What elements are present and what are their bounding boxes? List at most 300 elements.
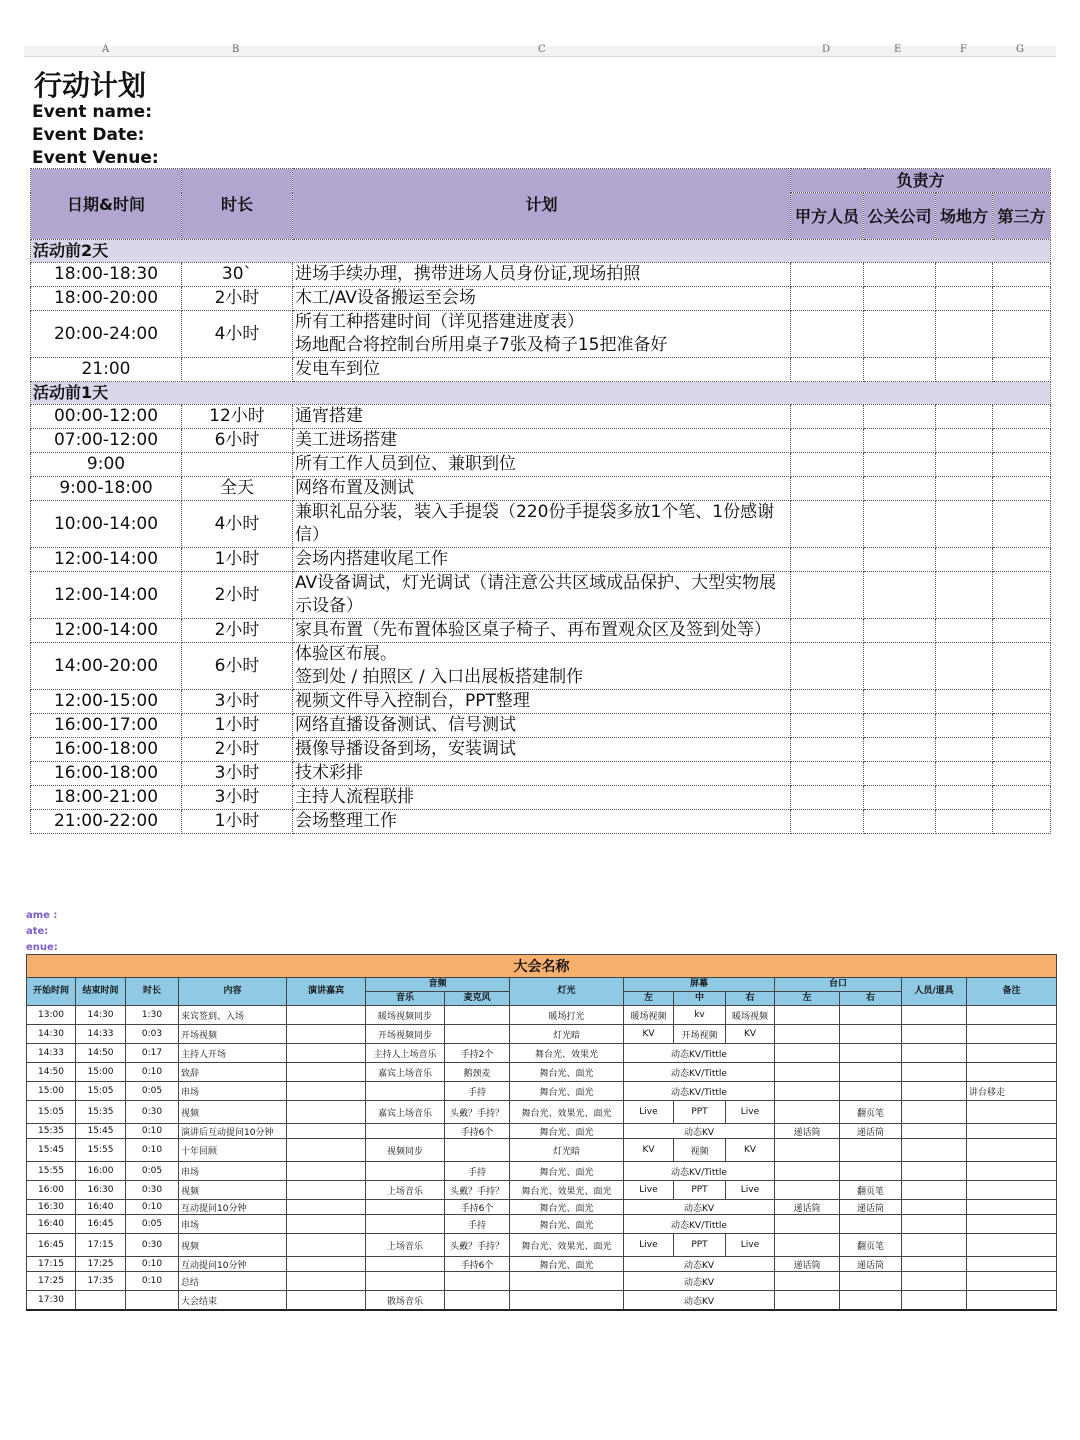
lighting-cell[interactable]: 舞台光、效果光	[510, 1044, 624, 1063]
mic-cell[interactable]	[445, 1006, 510, 1025]
lighting-cell[interactable]	[510, 1291, 624, 1311]
lighting-cell[interactable]	[510, 1272, 624, 1291]
stage-left-cell[interactable]	[775, 1063, 840, 1082]
time-cell[interactable]: 18:00-20:00	[31, 287, 182, 311]
owner-pr-cell[interactable]	[864, 501, 936, 548]
owner-client-cell[interactable]	[791, 311, 864, 358]
stage-right-cell[interactable]	[840, 1063, 902, 1082]
end-time-cell[interactable]: 15:05	[76, 1082, 126, 1101]
owner-client-cell[interactable]	[791, 714, 864, 738]
duration-cell[interactable]: 0:10	[126, 1124, 179, 1139]
screen-span-cell[interactable]: 动态KV	[624, 1124, 775, 1139]
plan-cell[interactable]	[293, 429, 791, 453]
time-cell[interactable]: 14:00-20:00	[31, 643, 182, 690]
content-cell[interactable]: 视频	[179, 1181, 287, 1200]
speaker-cell[interactable]	[287, 1181, 366, 1200]
content-cell[interactable]: 互动提问10分钟	[179, 1257, 287, 1272]
section-label[interactable]: 活动前1天	[31, 382, 1051, 405]
owner-venue-cell[interactable]	[936, 643, 993, 690]
owner-pr-cell[interactable]	[864, 311, 936, 358]
plan-cell[interactable]	[293, 690, 791, 714]
stage-right-cell[interactable]: 翻页笔	[840, 1234, 902, 1257]
owner-third-cell[interactable]	[993, 548, 1051, 572]
music-cell[interactable]	[366, 1162, 445, 1181]
screen-span-cell[interactable]: 动态KV/Tittle	[624, 1215, 775, 1234]
duration-cell[interactable]: 0:10	[126, 1063, 179, 1082]
screen-span-cell[interactable]: 动态KV	[624, 1200, 775, 1215]
people-props-cell[interactable]	[902, 1044, 967, 1063]
stage-left-cell[interactable]	[775, 1139, 840, 1162]
start-time-cell[interactable]: 16:40	[27, 1215, 76, 1234]
duration-cell[interactable]: 4小时	[182, 501, 293, 548]
content-cell[interactable]: 大会结束	[179, 1291, 287, 1311]
plan-cell[interactable]	[293, 619, 791, 643]
start-time-cell[interactable]: 15:00	[27, 1082, 76, 1101]
duration-cell[interactable]: 1:30	[126, 1006, 179, 1025]
duration-cell[interactable]: 0:30	[126, 1234, 179, 1257]
time-cell[interactable]: 12:00-14:00	[31, 548, 182, 572]
duration-cell[interactable]: 0:10	[126, 1200, 179, 1215]
stage-left-cell[interactable]	[775, 1006, 840, 1025]
screen-mid-cell[interactable]: PPT	[674, 1181, 726, 1200]
screen-span-cell[interactable]: 动态KV/Tittle	[624, 1082, 775, 1101]
owner-third-cell[interactable]	[993, 786, 1051, 810]
end-time-cell[interactable]: 17:35	[76, 1272, 126, 1291]
mic-cell[interactable]: 头戴？手持？	[445, 1234, 510, 1257]
content-cell[interactable]: 视频	[179, 1101, 287, 1124]
owner-client-cell[interactable]	[791, 572, 864, 619]
screen-left-cell[interactable]: Live	[624, 1181, 674, 1200]
people-props-cell[interactable]	[902, 1272, 967, 1291]
owner-venue-cell[interactable]	[936, 405, 993, 429]
speaker-cell[interactable]	[287, 1234, 366, 1257]
owner-third-cell[interactable]	[993, 762, 1051, 786]
notes-cell[interactable]: 讲台移走	[967, 1082, 1057, 1101]
content-cell[interactable]: 串场	[179, 1162, 287, 1181]
lighting-cell[interactable]: 暖场打光	[510, 1006, 624, 1025]
content-cell[interactable]: 串场	[179, 1215, 287, 1234]
owner-client-cell[interactable]	[791, 287, 864, 311]
music-cell[interactable]	[366, 1272, 445, 1291]
column-letter-g[interactable]: G	[1016, 44, 1024, 55]
speaker-cell[interactable]	[287, 1139, 366, 1162]
owner-client-cell[interactable]	[791, 786, 864, 810]
notes-cell[interactable]	[967, 1025, 1057, 1044]
people-props-cell[interactable]	[902, 1257, 967, 1272]
duration-cell[interactable]: 4小时	[182, 311, 293, 358]
end-time-cell[interactable]: 17:15	[76, 1234, 126, 1257]
mic-cell[interactable]: 头戴？手持？	[445, 1101, 510, 1124]
stage-left-cell[interactable]	[775, 1082, 840, 1101]
owner-pr-cell[interactable]	[864, 619, 936, 643]
start-time-cell[interactable]: 14:30	[27, 1025, 76, 1044]
time-cell[interactable]: 9:00-18:00	[31, 477, 182, 501]
plan-cell[interactable]	[293, 453, 791, 477]
stage-left-cell[interactable]	[775, 1234, 840, 1257]
content-cell[interactable]: 串场	[179, 1082, 287, 1101]
music-cell[interactable]	[366, 1124, 445, 1139]
plan-cell[interactable]	[293, 501, 791, 548]
stage-right-cell[interactable]: 递话筒	[840, 1257, 902, 1272]
column-letter-a[interactable]: A	[102, 44, 110, 55]
people-props-cell[interactable]	[902, 1181, 967, 1200]
mic-cell[interactable]	[445, 1139, 510, 1162]
owner-pr-cell[interactable]	[864, 738, 936, 762]
owner-pr-cell[interactable]	[864, 810, 936, 834]
speaker-cell[interactable]	[287, 1101, 366, 1124]
duration-cell[interactable]: 0:10	[126, 1257, 179, 1272]
screen-mid-cell[interactable]: PPT	[674, 1101, 726, 1124]
plan-cell[interactable]	[293, 714, 791, 738]
notes-cell[interactable]	[967, 1063, 1057, 1082]
stage-left-cell[interactable]: 递话筒	[775, 1124, 840, 1139]
plan-cell[interactable]	[293, 263, 791, 287]
stage-left-cell[interactable]	[775, 1044, 840, 1063]
duration-cell[interactable]: 0:05	[126, 1162, 179, 1181]
speaker-cell[interactable]	[287, 1082, 366, 1101]
music-cell[interactable]: 上场音乐	[366, 1234, 445, 1257]
music-cell[interactable]: 嘉宾上场音乐	[366, 1063, 445, 1082]
speaker-cell[interactable]	[287, 1257, 366, 1272]
screen-right-cell[interactable]: Live	[726, 1181, 775, 1200]
owner-client-cell[interactable]	[791, 548, 864, 572]
notes-cell[interactable]	[967, 1124, 1057, 1139]
end-time-cell[interactable]: 16:45	[76, 1215, 126, 1234]
end-time-cell[interactable]: 14:30	[76, 1006, 126, 1025]
notes-cell[interactable]	[967, 1006, 1057, 1025]
time-cell[interactable]: 16:00-18:00	[31, 738, 182, 762]
duration-cell[interactable]: 30`	[182, 263, 293, 287]
owner-client-cell[interactable]	[791, 762, 864, 786]
time-cell[interactable]: 12:00-14:00	[31, 619, 182, 643]
stage-left-cell[interactable]	[775, 1181, 840, 1200]
lighting-cell[interactable]: 舞台光、面光	[510, 1200, 624, 1215]
owner-pr-cell[interactable]	[864, 690, 936, 714]
stage-left-cell[interactable]	[775, 1215, 840, 1234]
screen-left-cell[interactable]: KV	[624, 1139, 674, 1162]
notes-cell[interactable]	[967, 1257, 1057, 1272]
owner-client-cell[interactable]	[791, 477, 864, 501]
owner-client-cell[interactable]	[791, 810, 864, 834]
end-time-cell[interactable]: 15:55	[76, 1139, 126, 1162]
owner-pr-cell[interactable]	[864, 643, 936, 690]
mic-cell[interactable]: 手持6个	[445, 1200, 510, 1215]
screen-right-cell[interactable]: Live	[726, 1234, 775, 1257]
speaker-cell[interactable]	[287, 1200, 366, 1215]
time-cell[interactable]: 20:00-24:00	[31, 311, 182, 358]
owner-client-cell[interactable]	[791, 405, 864, 429]
people-props-cell[interactable]	[902, 1025, 967, 1044]
stage-left-cell[interactable]: 递话筒	[775, 1257, 840, 1272]
start-time-cell[interactable]: 17:30	[27, 1291, 76, 1311]
stage-right-cell[interactable]	[840, 1291, 902, 1311]
stage-right-cell[interactable]: 递话筒	[840, 1200, 902, 1215]
end-time-cell[interactable]: 17:25	[76, 1257, 126, 1272]
start-time-cell[interactable]: 16:30	[27, 1200, 76, 1215]
duration-cell[interactable]: 6小时	[182, 429, 293, 453]
people-props-cell[interactable]	[902, 1139, 967, 1162]
speaker-cell[interactable]	[287, 1272, 366, 1291]
mic-cell[interactable]: 手持6个	[445, 1124, 510, 1139]
music-cell[interactable]	[366, 1215, 445, 1234]
owner-venue-cell[interactable]	[936, 453, 993, 477]
lighting-cell[interactable]: 舞台光、面光	[510, 1124, 624, 1139]
duration-cell[interactable]: 2小时	[182, 738, 293, 762]
mic-cell[interactable]: 手持2个	[445, 1044, 510, 1063]
stage-right-cell[interactable]	[840, 1025, 902, 1044]
screen-mid-cell[interactable]: 开场视频	[674, 1025, 726, 1044]
time-cell[interactable]: 9:00	[31, 453, 182, 477]
owner-venue-cell[interactable]	[936, 287, 993, 311]
end-time-cell[interactable]: 15:00	[76, 1063, 126, 1082]
owner-third-cell[interactable]	[993, 619, 1051, 643]
owner-client-cell[interactable]	[791, 358, 864, 382]
owner-third-cell[interactable]	[993, 501, 1051, 548]
start-time-cell[interactable]: 16:00	[27, 1181, 76, 1200]
stage-right-cell[interactable]: 翻页笔	[840, 1101, 902, 1124]
screen-left-cell[interactable]: 暖场视频	[624, 1006, 674, 1025]
end-time-cell[interactable]: 16:00	[76, 1162, 126, 1181]
owner-pr-cell[interactable]	[864, 429, 936, 453]
plan-cell[interactable]	[293, 477, 791, 501]
section-label[interactable]: 活动前2天	[31, 240, 1051, 263]
people-props-cell[interactable]	[902, 1215, 967, 1234]
duration-cell[interactable]	[182, 358, 293, 382]
plan-cell[interactable]	[293, 548, 791, 572]
owner-third-cell[interactable]	[993, 263, 1051, 287]
plan-cell[interactable]	[293, 810, 791, 834]
start-time-cell[interactable]: 17:25	[27, 1272, 76, 1291]
stage-left-cell[interactable]: 递话筒	[775, 1200, 840, 1215]
owner-pr-cell[interactable]	[864, 786, 936, 810]
time-cell[interactable]: 07:00-12:00	[31, 429, 182, 453]
owner-third-cell[interactable]	[993, 572, 1051, 619]
notes-cell[interactable]	[967, 1272, 1057, 1291]
music-cell[interactable]: 视频同步	[366, 1139, 445, 1162]
people-props-cell[interactable]	[902, 1200, 967, 1215]
notes-cell[interactable]	[967, 1139, 1057, 1162]
duration-cell[interactable]: 0:10	[126, 1272, 179, 1291]
speaker-cell[interactable]	[287, 1044, 366, 1063]
lighting-cell[interactable]: 舞台光、效果光、面光	[510, 1101, 624, 1124]
mic-cell[interactable]	[445, 1291, 510, 1311]
duration-cell[interactable]: 2小时	[182, 287, 293, 311]
mic-cell[interactable]: 手持	[445, 1162, 510, 1181]
time-cell[interactable]: 18:00-18:30	[31, 263, 182, 287]
speaker-cell[interactable]	[287, 1162, 366, 1181]
content-cell[interactable]: 十年回顾	[179, 1139, 287, 1162]
time-cell[interactable]: 18:00-21:00	[31, 786, 182, 810]
mic-cell[interactable]: 鹅颈麦	[445, 1063, 510, 1082]
duration-cell[interactable]: 3小时	[182, 690, 293, 714]
time-cell[interactable]: 21:00	[31, 358, 182, 382]
owner-client-cell[interactable]	[791, 453, 864, 477]
owner-third-cell[interactable]	[993, 453, 1051, 477]
people-props-cell[interactable]	[902, 1234, 967, 1257]
end-time-cell[interactable]: 14:50	[76, 1044, 126, 1063]
owner-client-cell[interactable]	[791, 643, 864, 690]
start-time-cell[interactable]: 15:05	[27, 1101, 76, 1124]
owner-third-cell[interactable]	[993, 477, 1051, 501]
music-cell[interactable]: 开场视频同步	[366, 1025, 445, 1044]
lighting-cell[interactable]: 灯光暗	[510, 1139, 624, 1162]
owner-client-cell[interactable]	[791, 619, 864, 643]
notes-cell[interactable]	[967, 1291, 1057, 1311]
plan-cell[interactable]	[293, 762, 791, 786]
stage-right-cell[interactable]	[840, 1162, 902, 1181]
speaker-cell[interactable]	[287, 1215, 366, 1234]
plan-cell[interactable]	[293, 311, 791, 358]
duration-cell[interactable]: 1小时	[182, 714, 293, 738]
screen-span-cell[interactable]: 动态KV/Tittle	[624, 1063, 775, 1082]
music-cell[interactable]: 散场音乐	[366, 1291, 445, 1311]
time-cell[interactable]: 00:00-12:00	[31, 405, 182, 429]
plan-cell[interactable]	[293, 405, 791, 429]
owner-third-cell[interactable]	[993, 714, 1051, 738]
screen-right-cell[interactable]: Live	[726, 1101, 775, 1124]
screen-span-cell[interactable]: 动态KV	[624, 1291, 775, 1311]
plan-cell[interactable]	[293, 358, 791, 382]
stage-right-cell[interactable]	[840, 1272, 902, 1291]
start-time-cell[interactable]: 14:50	[27, 1063, 76, 1082]
owner-pr-cell[interactable]	[864, 263, 936, 287]
speaker-cell[interactable]	[287, 1124, 366, 1139]
owner-third-cell[interactable]	[993, 738, 1051, 762]
people-props-cell[interactable]	[902, 1063, 967, 1082]
owner-third-cell[interactable]	[993, 643, 1051, 690]
lighting-cell[interactable]: 灯光暗	[510, 1025, 624, 1044]
duration-cell[interactable]: 0:05	[126, 1215, 179, 1234]
screen-mid-cell[interactable]: kv	[674, 1006, 726, 1025]
duration-cell[interactable]	[126, 1291, 179, 1311]
content-cell[interactable]: 总结	[179, 1272, 287, 1291]
speaker-cell[interactable]	[287, 1063, 366, 1082]
owner-venue-cell[interactable]	[936, 690, 993, 714]
start-time-cell[interactable]: 16:45	[27, 1234, 76, 1257]
duration-cell[interactable]: 0:03	[126, 1025, 179, 1044]
owner-venue-cell[interactable]	[936, 501, 993, 548]
mic-cell[interactable]: 手持	[445, 1082, 510, 1101]
duration-cell[interactable]: 12小时	[182, 405, 293, 429]
music-cell[interactable]	[366, 1200, 445, 1215]
speaker-cell[interactable]	[287, 1006, 366, 1025]
screen-right-cell[interactable]: 暖场视频	[726, 1006, 775, 1025]
end-time-cell[interactable]: 16:30	[76, 1181, 126, 1200]
time-cell[interactable]: 12:00-14:00	[31, 572, 182, 619]
end-time-cell[interactable]: 15:35	[76, 1101, 126, 1124]
mic-cell[interactable]: 头戴？手持？	[445, 1181, 510, 1200]
lighting-cell[interactable]: 舞台光、效果光、面光	[510, 1181, 624, 1200]
music-cell[interactable]	[366, 1082, 445, 1101]
people-props-cell[interactable]	[902, 1124, 967, 1139]
notes-cell[interactable]	[967, 1234, 1057, 1257]
stage-right-cell[interactable]	[840, 1006, 902, 1025]
music-cell[interactable]: 主持人上场音乐	[366, 1044, 445, 1063]
time-cell[interactable]: 16:00-18:00	[31, 762, 182, 786]
owner-venue-cell[interactable]	[936, 263, 993, 287]
speaker-cell[interactable]	[287, 1291, 366, 1311]
owner-client-cell[interactable]	[791, 738, 864, 762]
owner-third-cell[interactable]	[993, 810, 1051, 834]
plan-cell[interactable]	[293, 786, 791, 810]
music-cell[interactable]	[366, 1257, 445, 1272]
owner-pr-cell[interactable]	[864, 548, 936, 572]
lighting-cell[interactable]: 舞台光、面光	[510, 1063, 624, 1082]
stage-right-cell[interactable]	[840, 1139, 902, 1162]
owner-venue-cell[interactable]	[936, 619, 993, 643]
owner-pr-cell[interactable]	[864, 572, 936, 619]
time-cell[interactable]: 21:00-22:00	[31, 810, 182, 834]
owner-venue-cell[interactable]	[936, 786, 993, 810]
owner-third-cell[interactable]	[993, 358, 1051, 382]
stage-right-cell[interactable]	[840, 1082, 902, 1101]
duration-cell[interactable]: 3小时	[182, 762, 293, 786]
owner-pr-cell[interactable]	[864, 358, 936, 382]
content-cell[interactable]: 互动提问10分钟	[179, 1200, 287, 1215]
content-cell[interactable]: 视频	[179, 1234, 287, 1257]
owner-client-cell[interactable]	[791, 263, 864, 287]
lighting-cell[interactable]: 舞台光、面光	[510, 1162, 624, 1181]
start-time-cell[interactable]: 14:33	[27, 1044, 76, 1063]
owner-venue-cell[interactable]	[936, 311, 993, 358]
stage-left-cell[interactable]	[775, 1101, 840, 1124]
end-time-cell[interactable]: 14:33	[76, 1025, 126, 1044]
stage-right-cell[interactable]: 递话筒	[840, 1124, 902, 1139]
column-letter-b[interactable]: B	[232, 44, 240, 55]
end-time-cell[interactable]	[76, 1291, 126, 1311]
duration-cell[interactable]: 1小时	[182, 810, 293, 834]
duration-cell[interactable]: 0:17	[126, 1044, 179, 1063]
notes-cell[interactable]	[967, 1200, 1057, 1215]
screen-span-cell[interactable]: 动态KV	[624, 1257, 775, 1272]
owner-venue-cell[interactable]	[936, 738, 993, 762]
stage-right-cell[interactable]: 翻页笔	[840, 1181, 902, 1200]
owner-venue-cell[interactable]	[936, 358, 993, 382]
people-props-cell[interactable]	[902, 1006, 967, 1025]
duration-cell[interactable]	[182, 453, 293, 477]
screen-right-cell[interactable]: KV	[726, 1025, 775, 1044]
start-time-cell[interactable]: 13:00	[27, 1006, 76, 1025]
time-cell[interactable]: 10:00-14:00	[31, 501, 182, 548]
stage-left-cell[interactable]	[775, 1025, 840, 1044]
column-letter-e[interactable]: E	[894, 44, 902, 55]
stage-left-cell[interactable]	[775, 1291, 840, 1311]
notes-cell[interactable]	[967, 1215, 1057, 1234]
owner-third-cell[interactable]	[993, 429, 1051, 453]
lighting-cell[interactable]: 舞台光、面光	[510, 1082, 624, 1101]
owner-pr-cell[interactable]	[864, 477, 936, 501]
screen-mid-cell[interactable]: PPT	[674, 1234, 726, 1257]
owner-venue-cell[interactable]	[936, 810, 993, 834]
owner-pr-cell[interactable]	[864, 762, 936, 786]
owner-pr-cell[interactable]	[864, 287, 936, 311]
duration-cell[interactable]: 0:30	[126, 1101, 179, 1124]
duration-cell[interactable]: 3小时	[182, 786, 293, 810]
screen-left-cell[interactable]: Live	[624, 1234, 674, 1257]
owner-third-cell[interactable]	[993, 405, 1051, 429]
owner-venue-cell[interactable]	[936, 548, 993, 572]
mic-cell[interactable]: 手持6个	[445, 1257, 510, 1272]
time-cell[interactable]: 16:00-17:00	[31, 714, 182, 738]
people-props-cell[interactable]	[902, 1101, 967, 1124]
content-cell[interactable]: 来宾签到、入场	[179, 1006, 287, 1025]
content-cell[interactable]: 主持人开场	[179, 1044, 287, 1063]
duration-cell[interactable]: 0:10	[126, 1139, 179, 1162]
owner-client-cell[interactable]	[791, 429, 864, 453]
stage-left-cell[interactable]	[775, 1162, 840, 1181]
notes-cell[interactable]	[967, 1101, 1057, 1124]
duration-cell[interactable]: 0:05	[126, 1082, 179, 1101]
